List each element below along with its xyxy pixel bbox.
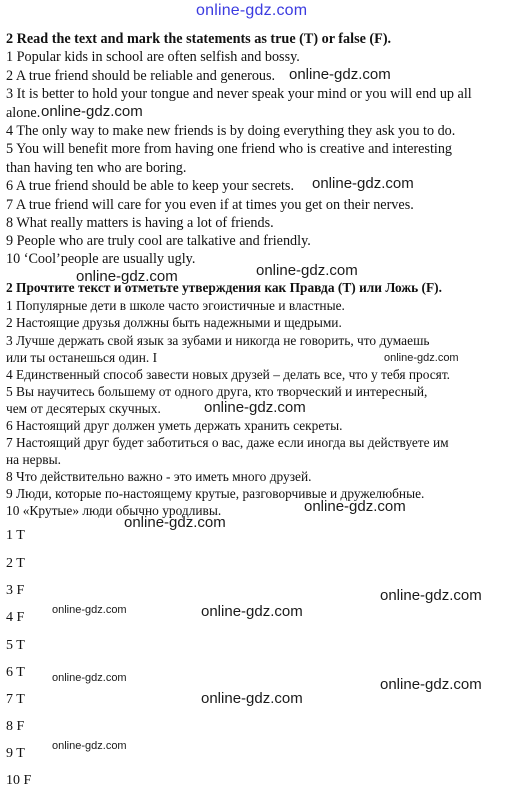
russian-statement: 8 Что действительно важно - это иметь много друзей.: [6, 469, 312, 484]
english-statement: 6 A true friend should be able to keep your secrets.: [6, 178, 295, 194]
watermark: online-gdz.com: [201, 690, 303, 707]
watermark: online-gdz.com: [289, 66, 391, 83]
russian-heading: 2 Прочтите текст и отметьте утверждения как Правда (Т) или Ложь (F).: [6, 280, 442, 295]
russian-statement: 7 Настоящий друг будет заботиться о вас, даже если иногда вы действуете им: [6, 435, 449, 450]
watermark: online-gdz.com: [76, 268, 178, 285]
watermark: online-gdz.com: [380, 587, 482, 604]
russian-statement-continued: или ты останешься один. I: [6, 350, 158, 365]
english-heading: 2 Read the text and mark the statements as true (T) or false (F).: [6, 31, 392, 47]
russian-statement: 4 Единственный способ завести новых друзей – делать все, что у тебя просят.: [6, 367, 451, 382]
answer-item: 2 T: [6, 556, 25, 571]
english-statement: 3 It is better to hold your tongue and never speak your mind or you will end up all: [6, 86, 472, 102]
english-statement: 10 ‘Cool’people are usually ugly.: [6, 251, 196, 267]
watermark: online-gdz.com: [204, 399, 306, 416]
watermark: online-gdz.com: [124, 514, 226, 531]
watermark: online-gdz.com: [52, 604, 127, 616]
english-statement-continued: alone.: [6, 105, 41, 121]
answer-item: 6 T: [6, 665, 25, 680]
watermark: online-gdz.com: [256, 262, 358, 279]
english-statement: 2 A true friend should be reliable and generous.: [6, 68, 276, 84]
answer-item: 1 T: [6, 528, 25, 543]
watermark: online-gdz.com: [312, 175, 414, 192]
english-statement: 9 People who are truly cool are talkative and friendly.: [6, 233, 311, 249]
answer-item: 4 F: [6, 610, 25, 625]
answer-item: 9 T: [6, 746, 25, 761]
watermark: online-gdz.com: [41, 103, 143, 120]
english-statement-continued: than having ten who are boring.: [6, 160, 187, 176]
watermark: online-gdz.com: [201, 603, 303, 620]
answer-item: 5 T: [6, 638, 25, 653]
russian-statement: 10 «Крутые» люди обычно уродливы.: [6, 503, 222, 518]
watermark: online-gdz.com: [384, 352, 459, 364]
russian-statement: 1 Популярные дети в школе часто эгоистичные и властные.: [6, 298, 345, 313]
russian-statement-continued: чем от десятерых скучных.: [6, 401, 161, 416]
russian-statement: 5 Вы научитесь большему от одного друга, кто творческий и интересный,: [6, 384, 428, 399]
russian-statement: 2 Настоящие друзья должны быть надежными и щедрыми.: [6, 315, 342, 330]
russian-statement: 6 Настоящий друг должен уметь держать хранить секреты.: [6, 418, 343, 433]
russian-statement: 9 Люди, которые по-настоящему крутые, разговорчивые и дружелюбные.: [6, 486, 425, 501]
watermark: online-gdz.com: [380, 676, 482, 693]
watermark: online-gdz.com: [52, 672, 127, 684]
english-statement: 5 You will benefit more from having one friend who is creative and interesting: [6, 141, 453, 157]
english-statement: 4 The only way to make new friends is by doing everything they ask you to do.: [6, 123, 456, 139]
answer-item: 3 F: [6, 583, 25, 598]
english-statement: 1 Popular kids in school are often selfish and bossy.: [6, 49, 300, 65]
english-statement: 7 A true friend will care for you even if at times you get on their nerves.: [6, 197, 414, 213]
english-statement: 8 What really matters is having a lot of friends.: [6, 215, 274, 231]
answer-item: 8 F: [6, 719, 25, 734]
answer-item: 10 F: [6, 773, 32, 788]
watermark-top: online-gdz.com: [196, 2, 308, 19]
answer-item: 7 T: [6, 692, 25, 707]
russian-statement: 3 Лучше держать свой язык за зубами и никогда не говорить, что думаешь: [6, 333, 430, 348]
russian-statement-continued: на нервы.: [6, 452, 61, 467]
watermark: online-gdz.com: [304, 498, 406, 515]
watermark: online-gdz.com: [52, 740, 127, 752]
